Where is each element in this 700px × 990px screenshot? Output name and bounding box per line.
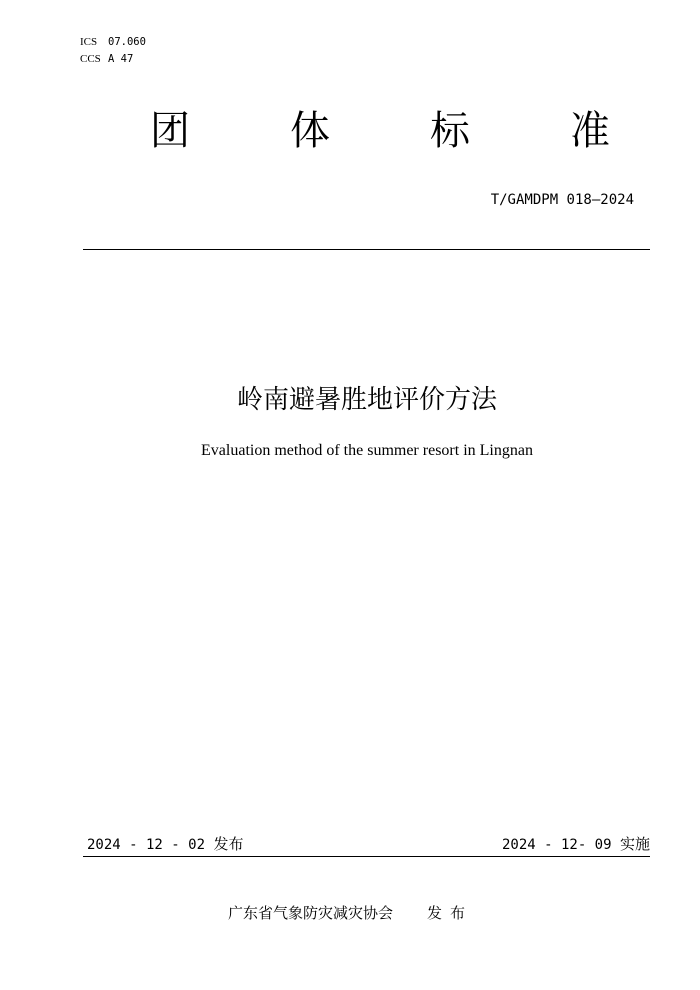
issue-date-block <box>87 834 243 855</box>
document-type-heading <box>150 108 610 154</box>
issue-label: 发布 <box>213 835 244 853</box>
classification-codes <box>80 34 146 68</box>
ccs-code: A 47 <box>108 53 134 65</box>
doc-type-char-4: 准 <box>570 108 610 154</box>
publisher-line <box>228 902 473 924</box>
title-english: Evaluation method of the summer resort in Lingnan <box>201 442 533 459</box>
top-divider <box>83 249 650 250</box>
implementation-label: 实施 <box>619 835 650 853</box>
doc-type-char-3: 标 <box>430 108 470 154</box>
issue-date: 2024 - 12 - 02 <box>87 837 206 853</box>
standard-number: T/GAMDPM 018—2024 <box>490 192 634 208</box>
implementation-date-block <box>502 834 650 855</box>
ics-label: ICS <box>80 36 98 48</box>
publisher-organization: 广东省气象防灾减灾协会 <box>228 904 394 922</box>
implementation-date: 2024 - 12- 09 <box>501 837 612 853</box>
doc-type-char-1: 团 <box>150 108 190 154</box>
ccs-row <box>80 51 146 68</box>
bottom-divider <box>83 856 650 857</box>
ccs-label: CCS <box>80 53 101 65</box>
publish-action: 发布 <box>427 904 474 922</box>
doc-type-char-2: 体 <box>290 108 330 154</box>
ics-code: 07.060 <box>108 36 146 48</box>
ics-row <box>80 34 146 51</box>
title-chinese: 岭南避暑胜地评价方法 <box>236 385 497 415</box>
